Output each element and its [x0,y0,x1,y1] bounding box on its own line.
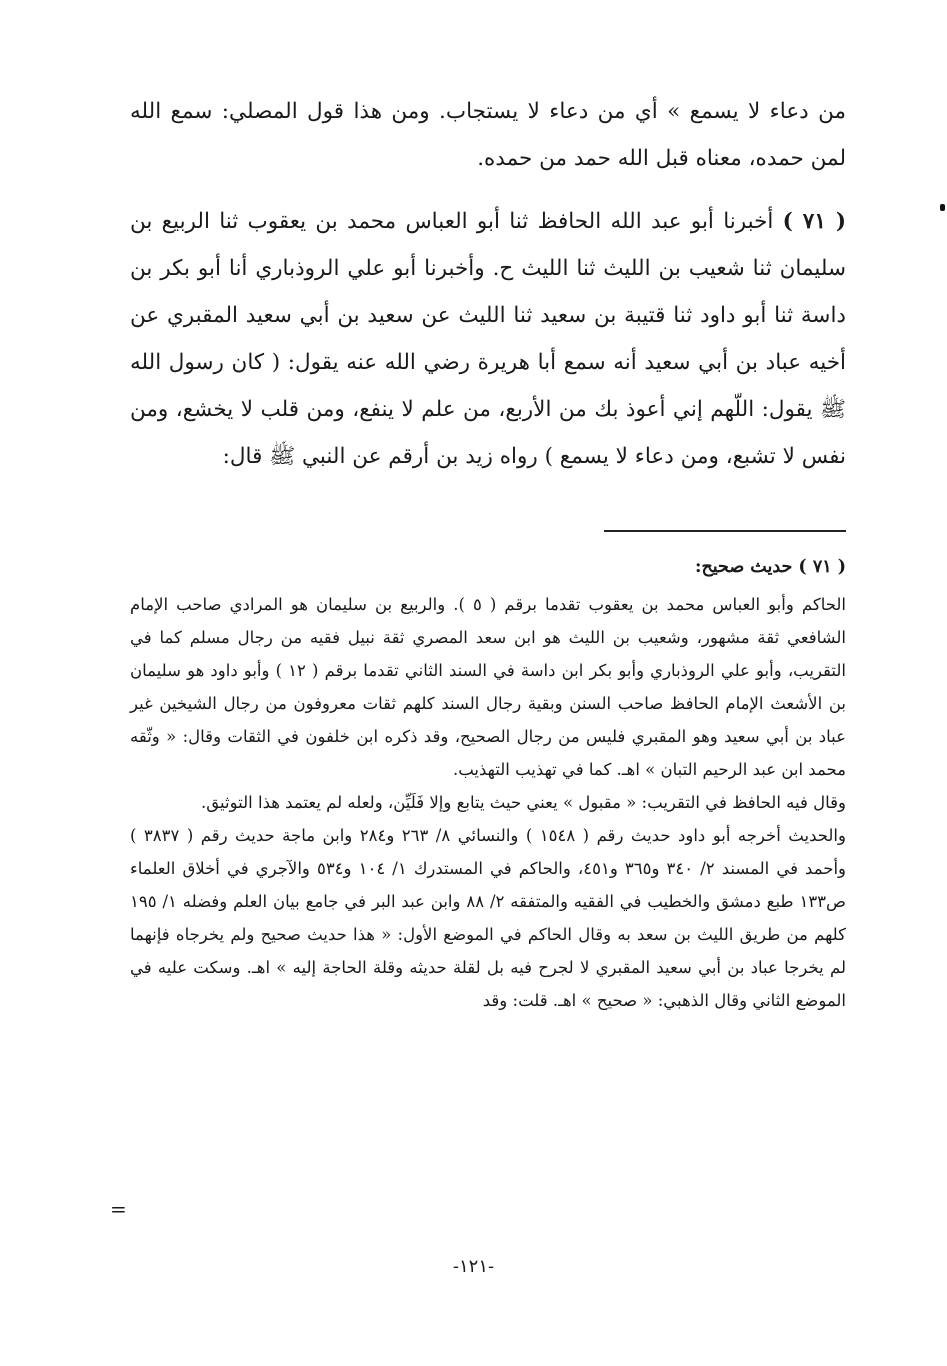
footnote-paragraph-2: وقال فيه الحافظ في التقريب: « مقبول » يعني حيث يتابع وإلا فَلَيِّن، ولعله لم يعتمد هذا التوثيق. [201,793,846,812]
paragraph-1: من دعاء لا يسمع » أي من دعاء لا يستجاب. ومن هذا قول المصلي: سمع الله لمن حمده، معناه قبل الله حمد من حمده. [130,99,846,171]
continuation-mark: = [110,1197,127,1221]
page-number: -١٢١- [452,1256,495,1277]
footnotes [130,551,846,1017]
paragraph-2 [130,198,846,480]
hadith-number: ( ٧١ ) [782,209,846,234]
main-text [130,88,846,480]
footnote-heading: ( ٧١ ) حديث صحيح: [695,557,846,577]
margin-mark [940,204,945,211]
hadith-text: أخبرنا أبو عبد الله الحافظ ثنا أبو العباس محمد بن يعقوب ثنا الربيع بن سليمان ثنا شعيب بن الليث ثنا الليث ح. وأخبرنا أبو علي الروذباري أنا أبو بكر بن داسة ثنا أبو داود ثنا قتيبة بن سعيد ثنا الليث عن سعيد بن أبي سعيد المقبري عن أخيه عباد بن أبي سعيد أنه سمع أبا هريرة رضي الله عنه يقول: ( كان رسول الله ﷺ يقول: اللّهم إني أعوذ بك من الأربع، من علم لا ينفع، ومن قلب لا يخشع، ومن نفس لا تشبع، ومن دعاء لا يسمع ) رواه زيد بن أرقم عن النبي ﷺ قال: [130,209,846,469]
footnote-paragraph-3: والحديث أخرجه أبو داود حديث رقم ( ١٥٤٨ ) والنسائي ٨/ ٢٦٣ و٢٨٤ وابن ماجة حديث رقم ( ٣٨٣٧ ) وأحمد في المسند ٢/ ٣٤٠ و٣٦٥ و٤٥١، والحاكم في المستدرك ١/ ١٠٤ و٥٣٤ والآجري في أخلاق العلماء ص١٣٣ طبع دمشق والخطيب في الفقيه والمتفقه ٢/ ٨٨ وابن عبد البر في جامع بيان العلم وفضله ١/ ١٩٥ كلهم من طريق الليث بن سعد به وقال الحاكم في الموضع الأول: « هذا حديث صحيح ولم يخرجاه فإنهما لم يخرجا عباد بن أبي سعيد المقبري لا لجرح فيه بل لقلة حديثه وقلة الحاجة إليه » اهـ. وسكت عليه في الموضع الثاني وقال الذهبي: « صحيح » اهـ. قلت: وقد [130,826,847,1010]
footnote-paragraph-1: الحاكم وأبو العباس محمد بن يعقوب تقدما برقم ( ٥ ). والربيع بن سليمان هو المرادي صاحب الإمام الشافعي ثقة مشهور، وشعيب بن الليث هو ابن سعد المصري ثقة نبيل فقيه من رجال مسلم كما في التقريب، وأبو علي الروذباري وأبو بكر ابن داسة في السند الثاني تقدما برقم ( ١٢ ) وأبو داود هو سليمان بن الأشعث الإمام الحافظ صاحب السنن وبقية رجال السند كلهم ثقات معروفون من رجال الشيخين غير عباد بن أبي سعيد وهو المقبري فليس من رجال الصحيح، وقد ذكره ابن خلفون في الثقات وقال: « وثّقه محمد ابن عبد الرحيم التبان » اهـ. كما في تهذيب التهذيب. [130,595,846,779]
footnote-separator [604,530,846,532]
